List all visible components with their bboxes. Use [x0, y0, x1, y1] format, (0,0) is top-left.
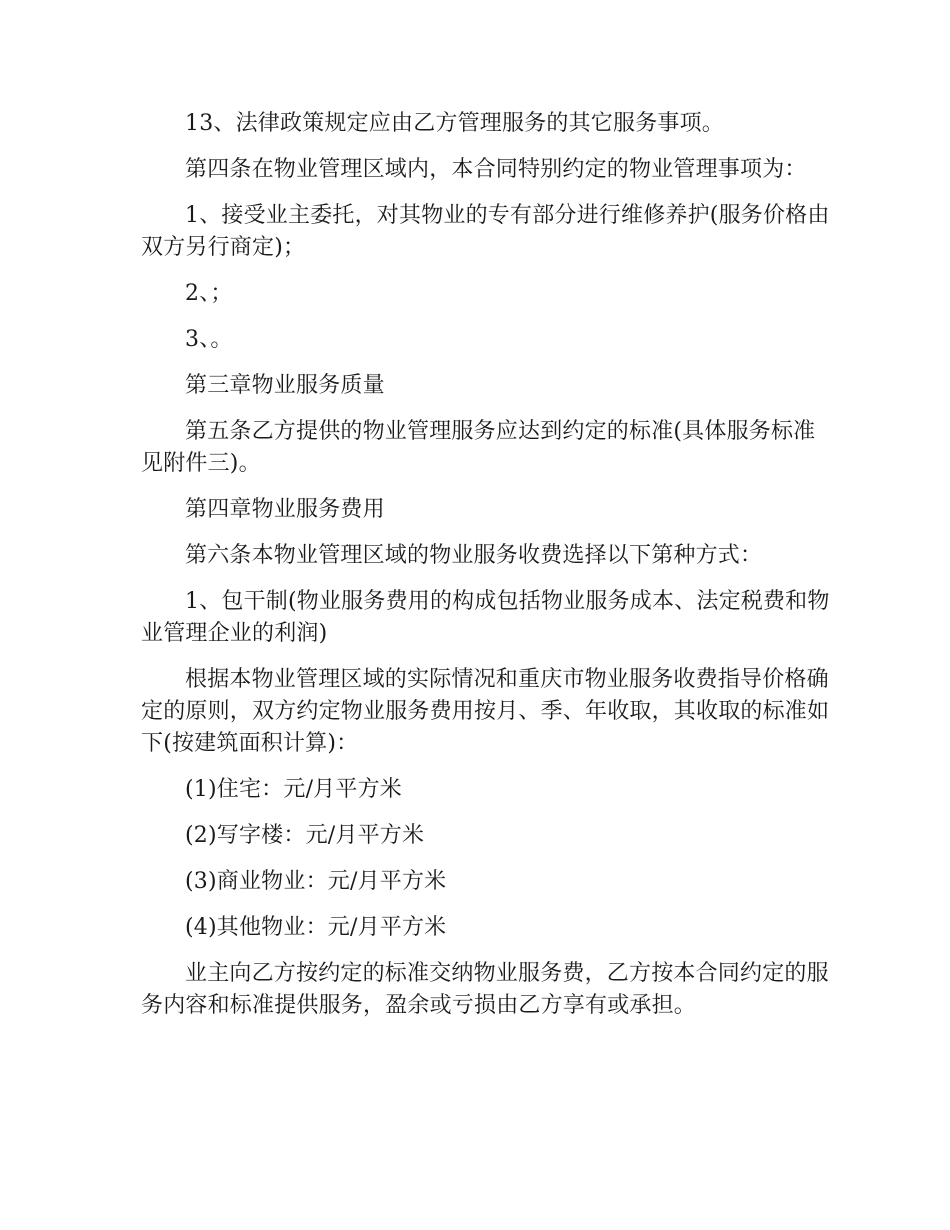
paragraph-item-2: 2、； — [185, 281, 233, 306]
article-4-paragraph: 第四条在物业管理区域内，本合同特别约定的物业管理事项为： — [185, 157, 807, 182]
fee-commercial: (3)商业物业：元/月平方米 — [185, 869, 447, 894]
document-body — [141, 108, 831, 1036]
fee-residential: (1)住宅：元/月平方米 — [185, 777, 402, 802]
paragraph-item-1: 1、接受业主委托，对其物业的专有部分进行维修养护(服务价格由双方另行商定)； — [141, 203, 830, 260]
article-6-paragraph: 第六条本物业管理区域的物业服务收费选择以下第种方式： — [185, 543, 763, 568]
chapter-4-heading: 第四章物业服务费用 — [185, 497, 385, 522]
chapter-3-heading: 第三章物业服务质量 — [185, 373, 385, 398]
article-5-paragraph: 第五条乙方提供的物业管理服务应达到约定的标准(具体服务标准见附件三)。 — [141, 419, 816, 476]
paragraph-item-13: 13、法律政策规定应由乙方管理服务的其它服务事项。 — [185, 111, 724, 136]
paragraph-item-3: 3、。 — [185, 327, 233, 352]
fee-office: (2)写字楼：元/月平方米 — [185, 823, 425, 848]
paragraph-owner-payment: 业主向乙方按约定的标准交纳物业服务费，乙方按本合同约定的服务内容和标准提供服务，盈余或亏损由乙方享有或承担。 — [141, 961, 829, 1018]
fee-other: (4)其他物业：元/月平方米 — [185, 915, 447, 940]
paragraph-lump-sum: 1、包干制(物业服务费用的构成包括物业服务成本、法定税费和物业管理企业的利润) — [141, 589, 830, 646]
paragraph-fee-basis: 根据本物业管理区域的实际情况和重庆市物业服务收费指导价格确定的原则，双方约定物业服务费用按月、季、年收取，其收取的标准如下(按建筑面积计算)： — [141, 667, 830, 756]
